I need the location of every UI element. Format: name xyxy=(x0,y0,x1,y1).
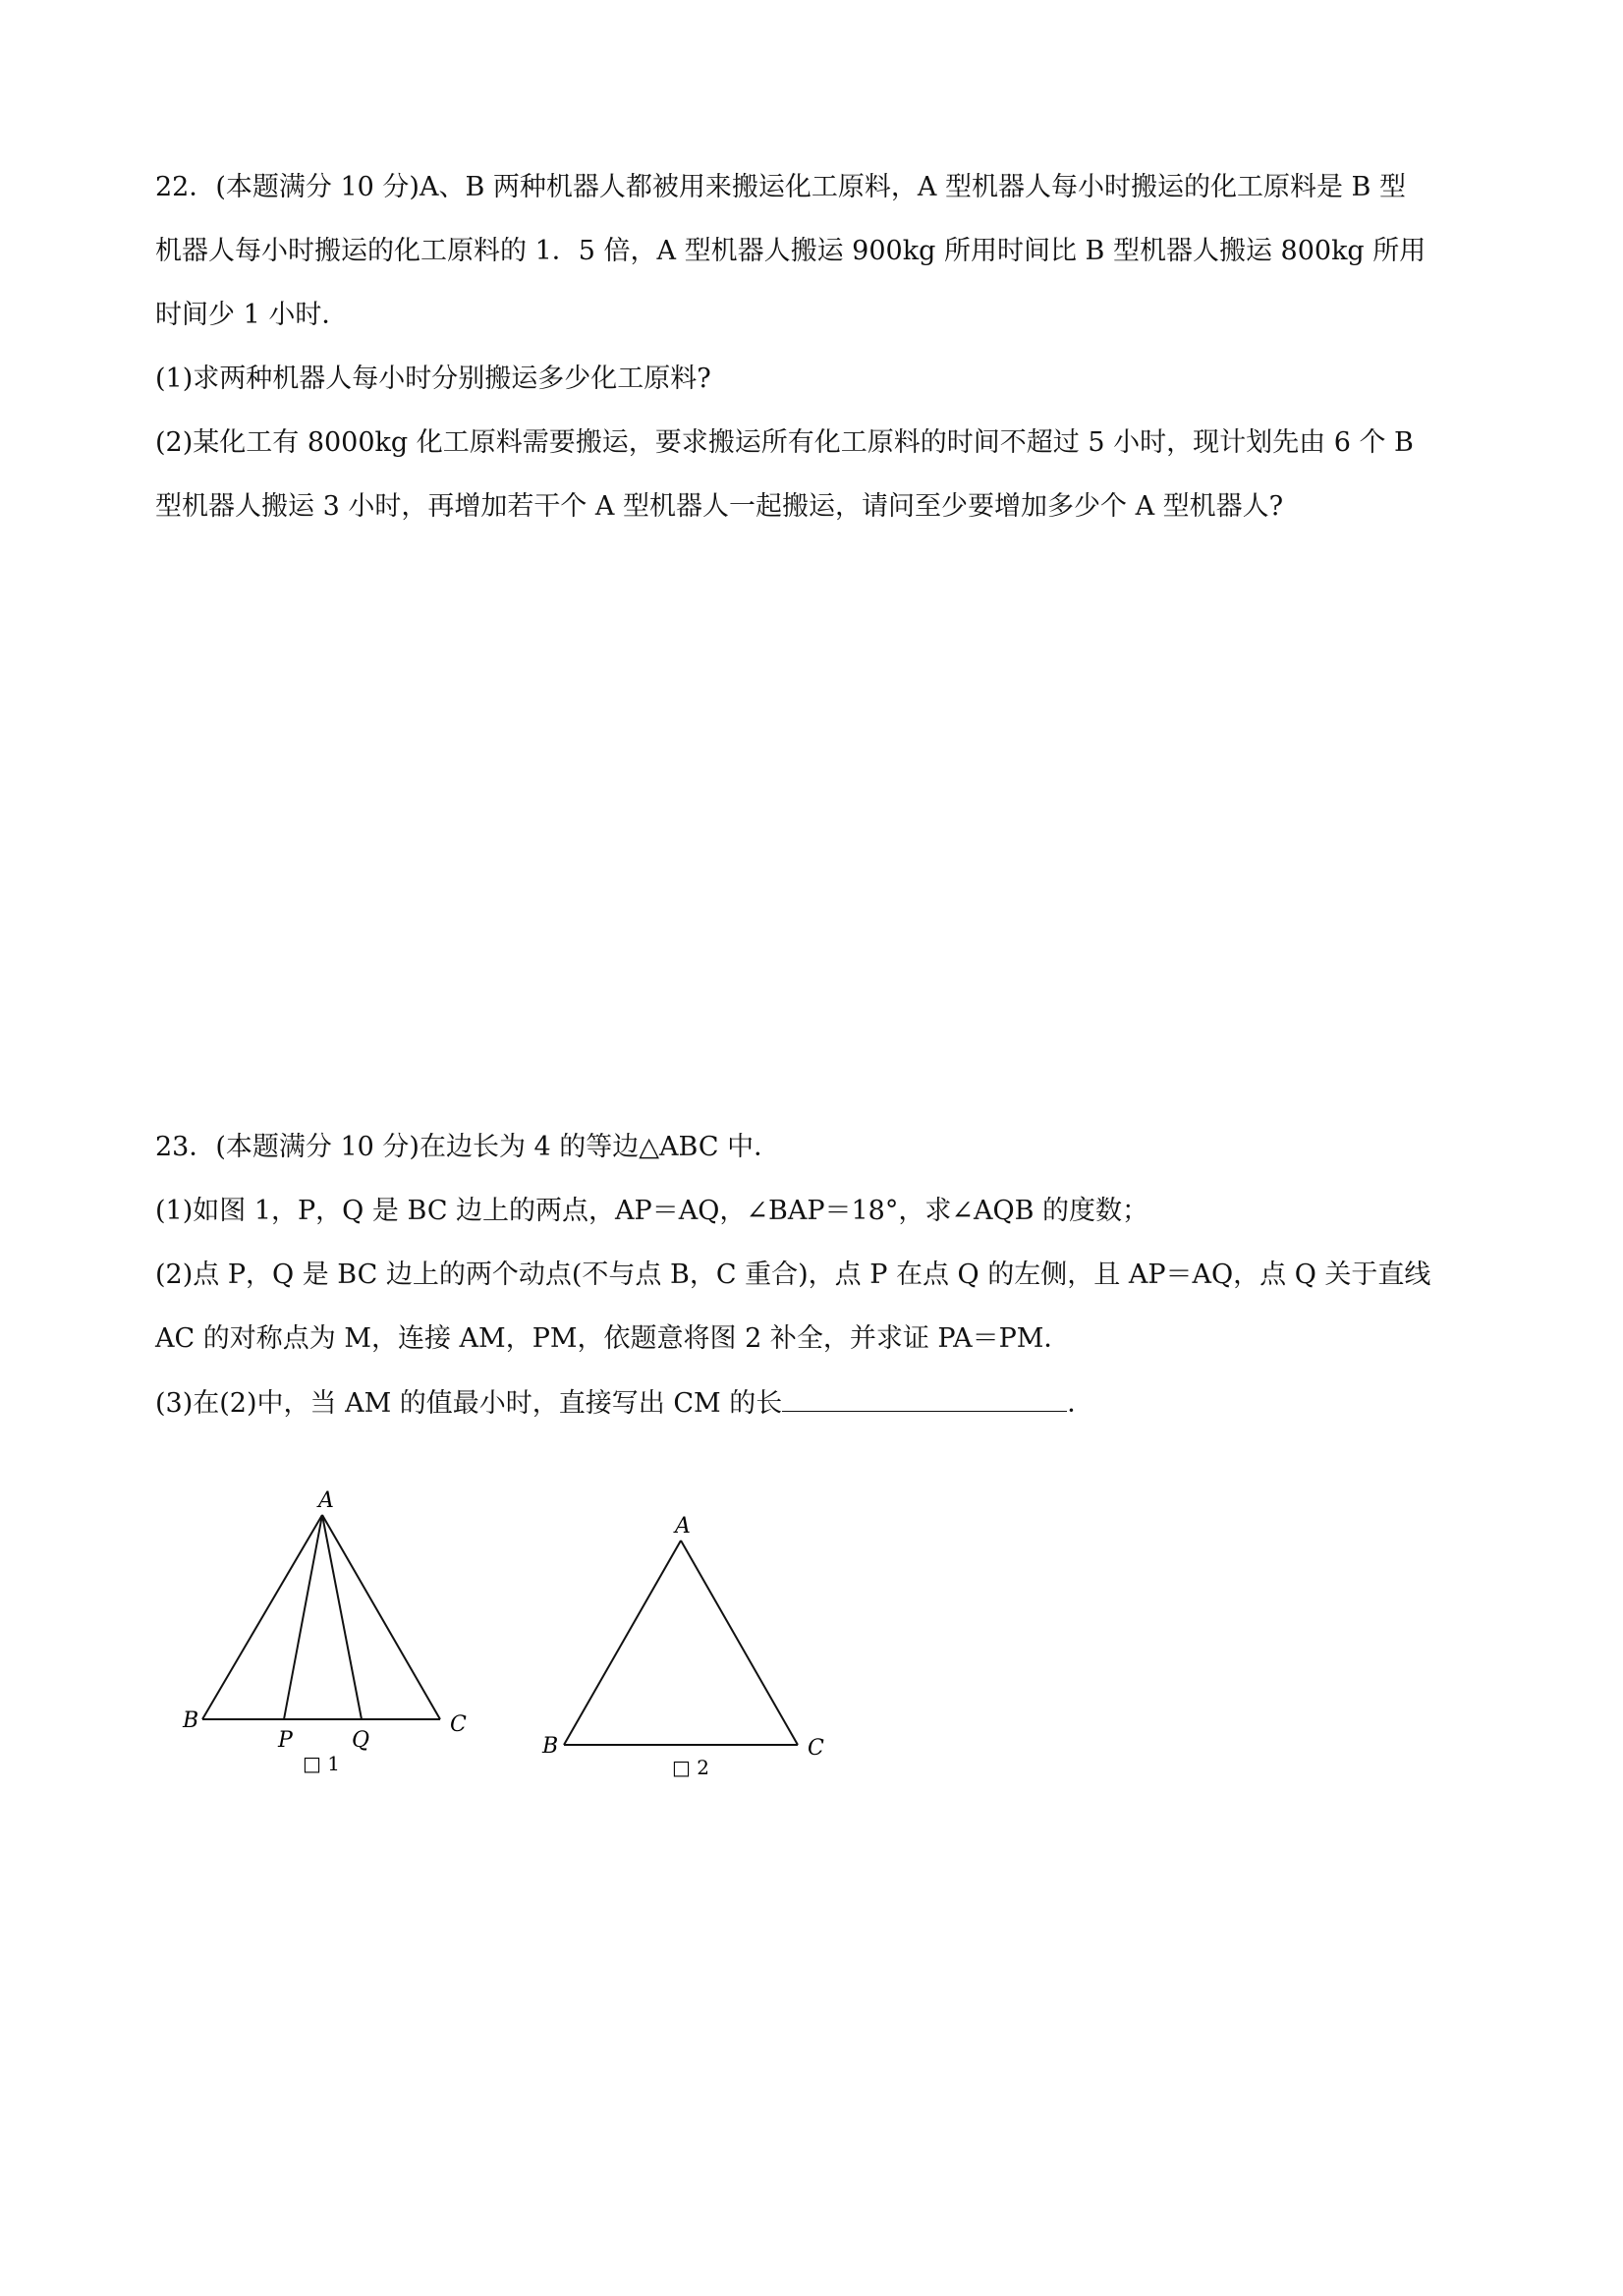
fig1-label-p: P xyxy=(278,1728,293,1753)
fig1-label-b: B xyxy=(183,1708,199,1733)
fig2-caption: □ 2 xyxy=(672,1756,709,1779)
q22-stem-line-3: 时间少 1 小时． xyxy=(155,300,349,330)
fig2-label-b: B xyxy=(542,1734,559,1759)
q22-stem-line-2: 机器人每小时搬运的化工原料的 1．5 倍，A 型机器人搬运 900kg 所用时间比 B 型机器人搬运 800kg 所用 xyxy=(155,236,1427,266)
fig1-label-c: C xyxy=(450,1712,467,1737)
fig1-caption: □ 1 xyxy=(303,1752,340,1775)
fig1-label-a: A xyxy=(318,1488,334,1513)
fig2-side-ac xyxy=(681,1540,798,1745)
fig1-segment-ap xyxy=(284,1515,322,1719)
fig1-segment-aq xyxy=(322,1515,362,1719)
fig1-side-ac xyxy=(322,1515,440,1719)
fig1-label-q: Q xyxy=(352,1728,370,1753)
q22-part-2-line-1: (2)某化工有 8000kg 化工原料需要搬运，要求搬运所有化工原料的时间不超过 5 小时，现计划先由 6 个 B xyxy=(155,427,1414,458)
q23-part-1: (1)如图 1，P，Q 是 BC 边上的两点，AP＝AQ，∠BAP＝18°，求∠AQB 的度数； xyxy=(155,1196,1149,1226)
fig2-label-c: C xyxy=(808,1736,824,1761)
q22-stem-line-1: 22．(本题满分 10 分)A、B 两种机器人都被用来搬运化工原料，A 型机器人每小时搬运的化工原料是 B 型 xyxy=(155,172,1406,202)
fig2-label-a: A xyxy=(675,1514,691,1539)
q23-part-3-end: ． xyxy=(1067,1388,1094,1419)
q23-stem-line-1: 23．(本题满分 10 分)在边长为 4 的等边△ABC 中． xyxy=(155,1132,781,1162)
figure-2 xyxy=(531,1503,845,1798)
answer-blank xyxy=(782,1385,1067,1412)
q23-part-2-line-1: (2)点 P，Q 是 BC 边上的两个动点(不与点 B，C 重合)，点 P 在点 Q 的左侧，且 AP＝AQ，点 Q 关于直线 xyxy=(155,1260,1431,1290)
fig2-side-ab xyxy=(564,1540,681,1745)
fig1-side-ab xyxy=(202,1515,322,1719)
q23-part-2-line-2: AC 的对称点为 M，连接 AM，PM，依题意将图 2 补全，并求证 PA＝PM． xyxy=(155,1323,1071,1354)
figure-1 xyxy=(167,1484,481,1798)
q22-part-1: (1)求两种机器人每小时分别搬运多少化工原料? xyxy=(155,364,711,394)
q23-part-3-text: (3)在(2)中，当 AM 的值最小时，直接写出 CM 的长 xyxy=(155,1388,783,1419)
q23-part-3 xyxy=(155,1385,1491,1422)
q22-part-2-line-2: 型机器人搬运 3 小时，再增加若干个 A 型机器人一起搬运，请问至少要增加多少个 A 型机器人? xyxy=(155,491,1284,522)
